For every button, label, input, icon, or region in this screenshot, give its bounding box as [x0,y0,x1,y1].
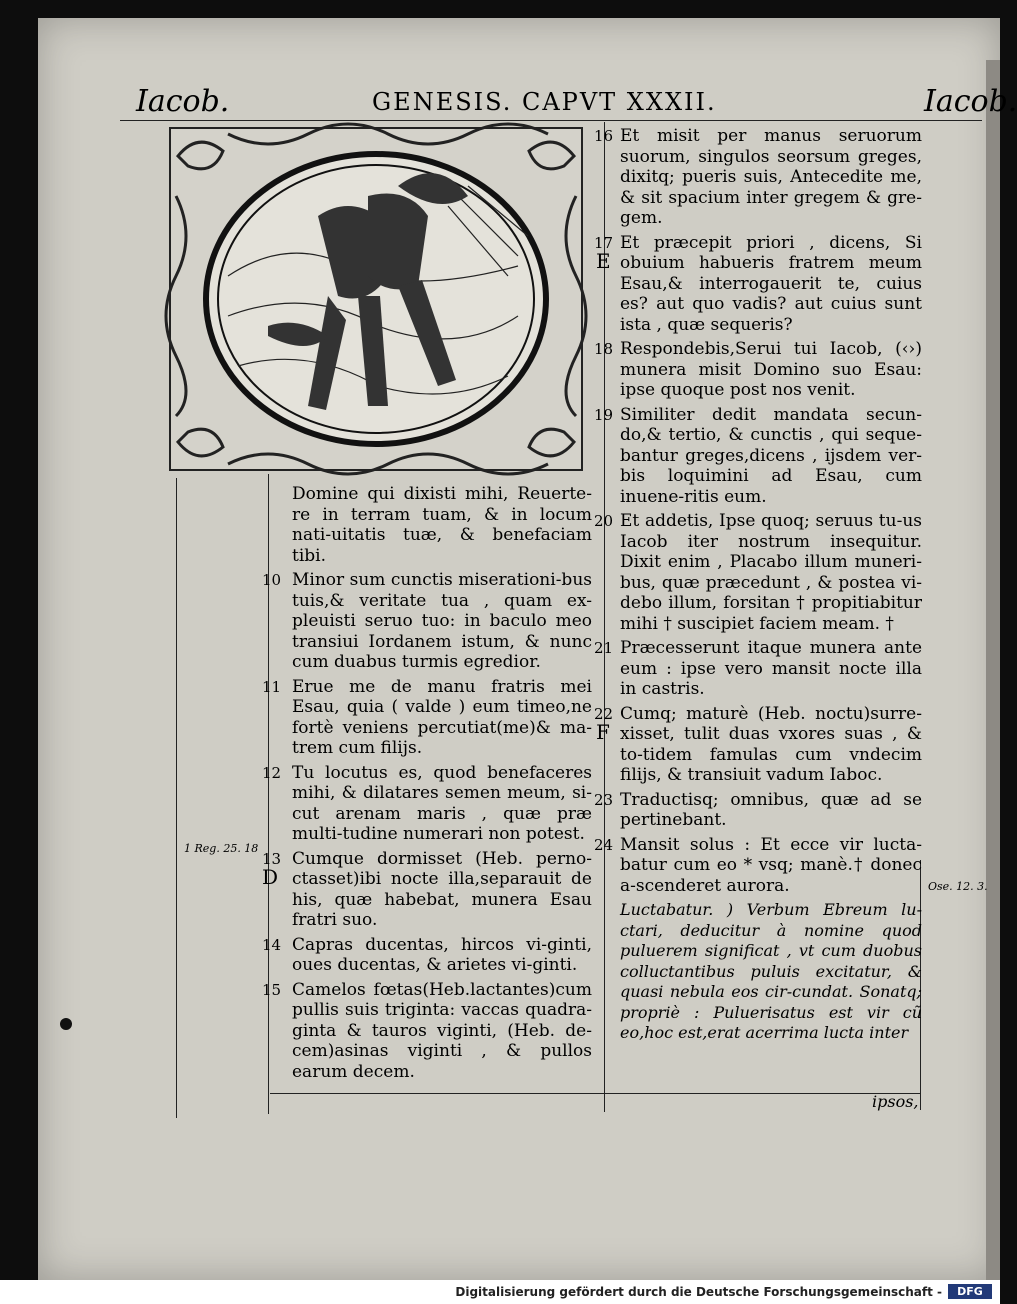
verse-text: Mansit solus : Et ecce vir lucta-batur cum eo * vsq; manè.† donec a-scenderet aurora. [620,834,922,896]
verse-paragraph [594,126,922,229]
verse-paragraph [594,511,922,634]
note-text: Luctabatur. ) Verbum Ebreum lu-ctari, deducitur à nomine quod puluerem significat , vt cum duobus colluctantibus puluis excitatur, & quasi nebula eos cir-cundat. Sonatq; propriè : Puluerisatus est vir cũ eo,hoc est,erat acerrima lucta inter [620,900,922,1042]
running-head-left: Iacob. [136,84,230,119]
verse-paragraph [594,404,922,508]
verse-paragraph [262,676,592,759]
verse-number: 11 [262,677,282,696]
verse-text: Domine qui dixisti mihi, Reuerte-re in terram tuam, & in locum nati-uitatis tuæ, & benefaciam tibi. [292,484,592,566]
verse-text: Respondebis,Serui tui Iacob, (‹›) munera misit Domino suo Esau: ipse quoque post nos venit. [620,339,922,400]
verse-number: 14 [262,935,282,954]
verse-number: 23 [594,790,614,809]
commentary-note [620,900,922,1044]
verse-number: 13 [262,849,282,868]
margin-reference-right: Ose. 12. 3. [928,880,988,893]
dfg-logo: DFG [948,1284,992,1299]
verse-paragraph [262,570,592,673]
woodcut-illustration [168,126,584,472]
binding-hole [60,1018,72,1030]
footer-text: Digitalisierung gefördert durch die Deutsche Forschungsgemeinschaft - [455,1285,942,1299]
verse-paragraph [594,339,922,401]
margin-reference-left: 1 Reg. 25. 18 [184,842,259,855]
verse-text: Præcesserunt itaque munera ante eum : ipse vero mansit nocte illa in castris. [620,638,922,699]
verse-paragraph [262,934,592,976]
outer-margin-rule [176,478,177,1118]
verse-text: Erue me de manu fratris mei Esau, quia ( valde ) eum timeo,ne fortè veniens percutiat(me)& ma-trem cum filijs. [292,676,592,758]
verse-text: Cumq; maturè (Heb. noctu)surre-xisset, tulit duas vxores suas , & to-tidem famulas cum vndecim filijs, & transiuit vadum Iaboc. [620,703,922,785]
verse-text: Camelos fœtas(Heb.lactantes)cum pullis suis triginta: vaccas quadra-ginta & tauros viginti, (Heb. de-cem)asinas viginti , & pullos earum decem. [292,979,592,1082]
verse-text: Et præcepit priori , dicens, Si obuium habueris fratrem meum Esau,& interrogauerit te, cuius es? aut quo vadis? aut cuius sunt ista , quæ sequeris? [620,232,922,335]
catchword: ipsos, [872,1092,919,1111]
verse-text: Cumque dormisset (Heb. perno-ctasset)ibi nocte illa,separauit de his, quæ habebat, munera Esau fratri suo. [292,848,592,930]
verse-number: 21 [594,639,614,657]
verse-text: Capras ducentas, hircos vi-ginti, oues ducentas, & arietes vi-ginti. [292,934,592,975]
verse-text: Traductisq; omnibus, quæ ad se pertinebant. [620,789,922,830]
right-text-column [594,126,922,1048]
section-letter: F [596,719,610,744]
verse-text: Tu locutus es, quod benefaceres mihi, & dilatares semen meum, si-cut arenam maris , quæ præ multi-tudine numerari non potest. [292,762,592,844]
running-title: GENESIS. CAPVT XXXII. [372,88,717,116]
verse-number: 19 [594,405,614,424]
verse-number: 20 [594,512,614,530]
adjacent-page-edge [986,60,1000,1280]
verse-text: Minor sum cunctis miserationi-bus tuis,& veritate tua , quam ex-pleuisti seruo tuo: in baculo meo transiui Iordanem istum, & nunc cum duabus turmis egredior. [292,570,592,672]
verse-number: 17 [594,233,614,252]
verse-paragraph [594,789,922,831]
header-rule [120,120,982,121]
verse-paragraph [292,484,592,566]
verse-text: Et addetis, Ipse quoq; seruus tu-us Iacob iter nostrum insequitur. Dixit enim , Placabo illum muneri-bus, quæ præcedunt , & postea vi-debo illum, forsitan † propitiabitur mihi † suscipiet faciem meam. † [620,511,922,634]
verse-number: 18 [594,340,614,358]
verse-number: 15 [262,980,282,999]
bottom-rule [270,1093,920,1094]
verse-number: 12 [262,763,282,782]
verse-number: 10 [262,571,282,589]
digitization-footer [0,1280,1000,1304]
running-head-right: Iacob. [924,84,1017,119]
section-letter: E [596,248,611,273]
verse-number: 22 [594,704,614,723]
verse-paragraph [594,703,922,786]
verse-paragraph [262,762,592,845]
section-letter: D [262,864,279,889]
verse-paragraph [594,232,922,336]
verse-text: Et misit per manus seruorum suorum, singulos seorsum greges, dixitq; pueris suis, Antecedite me, & sit spacium inter gregem & gre-gem. [620,126,922,228]
verse-number: 16 [594,127,614,145]
verse-paragraph [594,638,922,700]
verse-paragraph [594,834,922,897]
left-text-column [262,484,592,1086]
verse-text: Similiter dedit mandata secun-do,& tertio, & cunctis , qui seque-bantur greges,dicens , ijsdem ver-bis loquimini ad Esau, cum inuene-ritis eum. [620,404,922,507]
verse-number: 24 [594,835,614,854]
verse-paragraph [262,979,592,1083]
verse-paragraph [262,848,592,931]
